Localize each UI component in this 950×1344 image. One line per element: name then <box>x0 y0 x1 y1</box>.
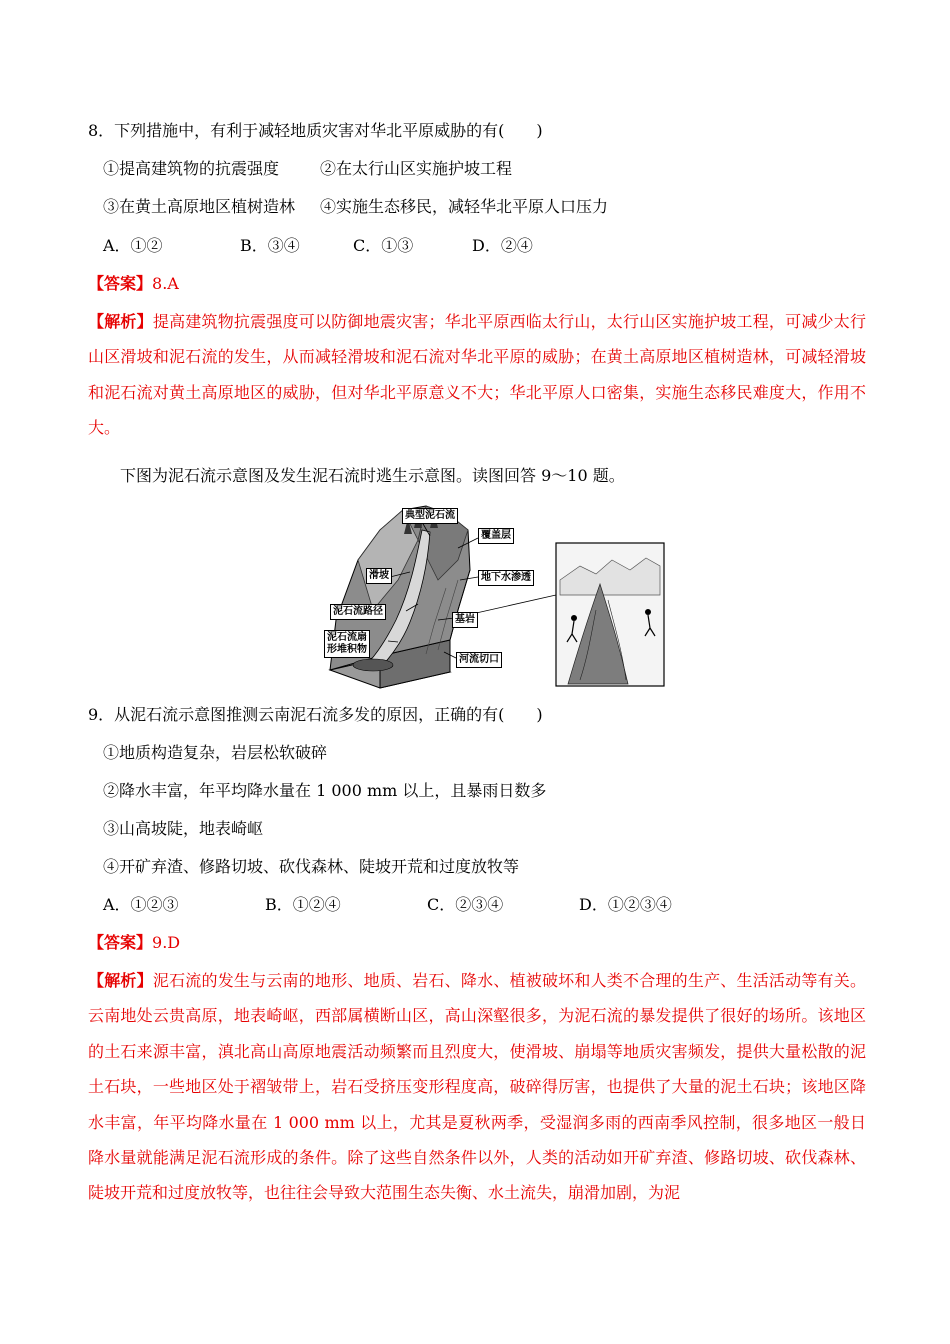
q9-answer <box>88 932 180 954</box>
q8-answer <box>88 273 179 295</box>
label-debris-fan <box>324 630 370 658</box>
q8-analysis <box>88 304 866 446</box>
label-debris-fan-line1: 泥石流扇 <box>327 632 367 643</box>
label-debris-fan-line2: 形堆积物 <box>327 644 367 655</box>
label-cover-layer: 覆盖层 <box>478 528 514 544</box>
label-debris-flow-path: 泥石流路径 <box>330 604 386 620</box>
label-groundwater-seepage: 地下水渗透 <box>478 570 534 586</box>
q9-stem: 9．从泥石流示意图推测云南泥石流多发的原因，正确的有( ) <box>88 705 543 724</box>
q9-option-b: B．①②④ <box>265 895 341 914</box>
q9-option-a: A．①②③ <box>103 895 179 914</box>
q8-analysis-tag: 【解析】 <box>88 312 153 331</box>
q8-option-d: D．②④ <box>472 236 533 255</box>
label-typical-debris-flow: 典型泥石流 <box>402 508 458 524</box>
q8-answer-tag: 【答案】 <box>88 274 153 293</box>
label-bedrock: 基岩 <box>452 612 478 628</box>
figure-intro: 下图为泥石流示意图及发生泥石流时逃生示意图。读图回答 9～10 题。 <box>120 466 625 485</box>
q9-analysis-tag: 【解析】 <box>88 971 153 990</box>
q8-item-1: ①提高建筑物的抗震强度 <box>103 159 280 178</box>
q8-option-a: A．①② <box>103 236 163 255</box>
q9-option-d: D．①②③④ <box>579 895 672 914</box>
q9-answer-value: 9.D <box>152 933 181 952</box>
q9-option-c: C．②③④ <box>427 895 504 914</box>
q8-analysis-text: 提高建筑物抗震强度可以防御地震灾害；华北平原西临太行山，太行山区实施护坡工程，可减少太行山区滑坡和泥石流的发生，从而减轻滑坡和泥石流对华北平原的威胁；在黄土高原地区植树造林，可减轻滑坡和泥石流对黄土高原地区的威胁，但对华北平原意义不大；华北平原人口密集，实施生态移民难度大，作用不大。 <box>88 312 866 438</box>
label-river-cut: 河流切口 <box>456 652 502 668</box>
q9-analysis <box>88 963 866 1211</box>
q9-item-1: ①地质构造复杂，岩层松软破碎 <box>103 743 328 762</box>
q9-item-4: ④开矿弃渣、修路切坡、砍伐森林、陡坡开荒和过度放牧等 <box>103 857 520 876</box>
q8-stem: 8．下列措施中，有利于减轻地质灾害对华北平原威胁的有( ) <box>88 121 543 140</box>
q8-option-b: B．③④ <box>240 236 300 255</box>
q8-item-2: ②在太行山区实施护坡工程 <box>320 159 513 178</box>
debris-flow-figure <box>318 500 668 690</box>
q9-answer-tag: 【答案】 <box>88 933 153 952</box>
q8-option-c: C．①③ <box>353 236 414 255</box>
q9-item-3: ③山高坡陡，地表崎岖 <box>103 819 264 838</box>
q9-analysis-text: 泥石流的发生与云南的地形、地质、岩石、降水、植被破坏和人类不合理的生产、生活活动等有关。云南地处云贵高原，地表崎岖，西部属横断山区，高山深壑很多，为泥石流的暴发提供了很好的场所。该地区的土石来源丰富，滇北高山高原地震活动频繁而且烈度大，使滑坡、崩塌等地质灾害频发，提供大量松散的泥土石块，一些地区处于褶皱带上，岩石受挤压变形程度高，破碎得厉害，也提供了大量的泥土石块；该地区降水丰富，年平均降水量在 1 000 mm 以上，尤其是夏秋两季，受湿润多雨的西南季风控制，很多地区一般日降水量就能满足泥石流形成的条件。除了这些自然条件以外，人类的活动如开矿弃渣、修路切坡、砍伐森林、陡坡开荒和过度放牧等，也往往会导致大范围生态失衡、水土流失，崩滑加剧，为泥 <box>88 971 866 1203</box>
q8-item-4: ④实施生态移民，减轻华北平原人口压力 <box>320 197 609 216</box>
q9-item-2: ②降水丰富，年平均降水量在 1 000 mm 以上，且暴雨日数多 <box>103 781 547 800</box>
q8-item-3: ③在黄土高原地区植树造林 <box>103 197 296 216</box>
label-landslide: 滑坡 <box>366 568 392 584</box>
q8-answer-value: 8.A <box>152 274 179 293</box>
